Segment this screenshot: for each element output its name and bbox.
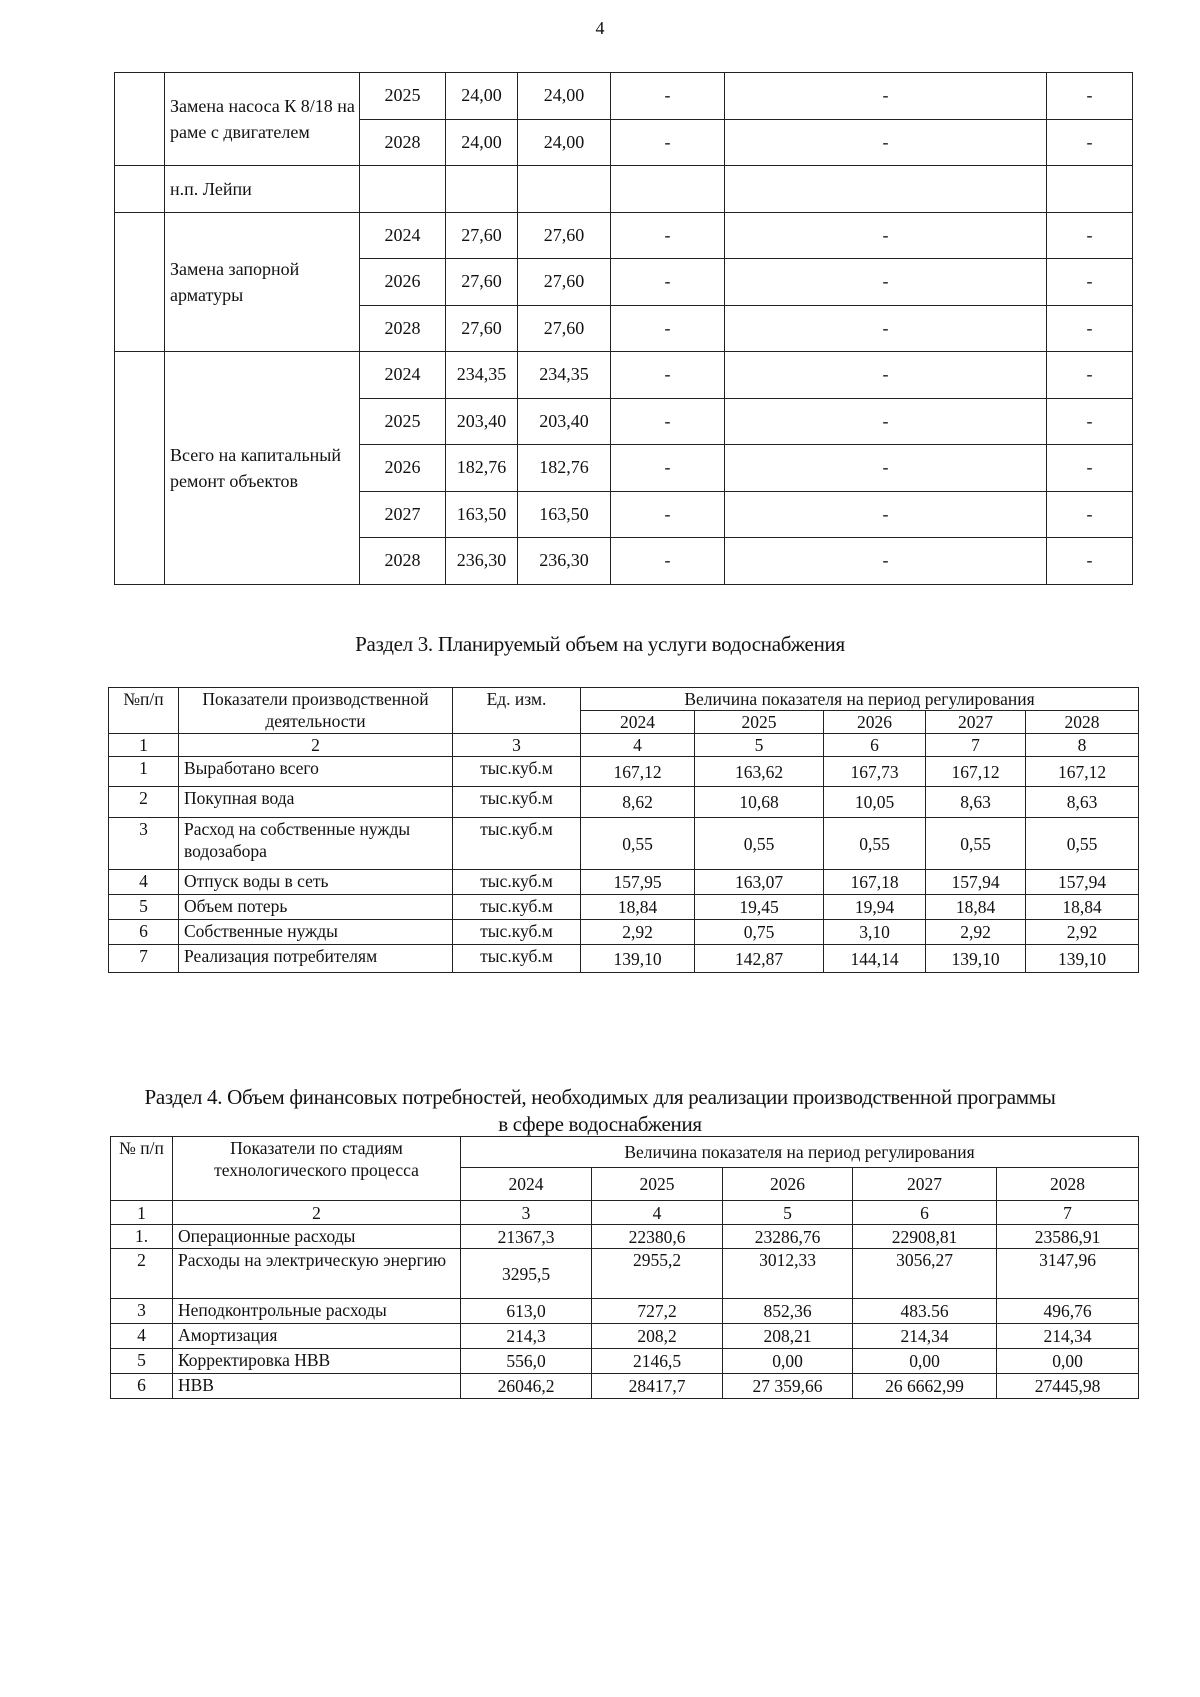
value-cell: 208,2	[592, 1324, 723, 1349]
value-cell: 163,50	[446, 491, 518, 538]
empty-cell	[518, 166, 611, 213]
value-cell: 0,55	[926, 818, 1026, 870]
value-cell: 18,84	[926, 895, 1026, 920]
value-cell: 27 359,66	[723, 1374, 853, 1399]
value-cell: 163,62	[695, 757, 824, 787]
value-cell: 18,84	[581, 895, 695, 920]
value-cell: 0,00	[997, 1349, 1139, 1374]
value-cell: 8,63	[1026, 787, 1139, 818]
year-cell: 2025	[360, 398, 446, 445]
value-cell: 163,07	[695, 870, 824, 895]
table-row	[109, 818, 1139, 870]
value-cell: 236,30	[518, 538, 611, 585]
dash-cell: -	[1047, 212, 1133, 259]
year-cell: 2028	[360, 305, 446, 352]
value-cell: 10,05	[824, 787, 926, 818]
value-cell: 28417,7	[592, 1374, 723, 1399]
dash-cell: -	[611, 212, 725, 259]
indicator-name: Неподконтрольные расходы	[173, 1299, 461, 1324]
year-header: 2028	[997, 1168, 1139, 1201]
dash-cell: -	[1047, 119, 1133, 166]
indicator-name: Выработано всего	[179, 757, 453, 787]
unit-cell: тыс.куб.м	[453, 757, 581, 787]
year-header: 2027	[926, 711, 1026, 734]
table-row	[109, 945, 1139, 973]
value-cell: 0,55	[695, 818, 824, 870]
year-cell: 2025	[360, 73, 446, 120]
value-cell: 0,00	[723, 1349, 853, 1374]
settlement-label: н.п. Лейпи	[165, 166, 360, 213]
column-number: 7	[997, 1201, 1139, 1225]
year-cell: 2024	[360, 212, 446, 259]
table-row	[109, 787, 1139, 818]
item-name: Замена насоса К 8/18 на раме с двигателем	[165, 73, 360, 166]
value-cell: 27,60	[446, 212, 518, 259]
unit-cell: тыс.куб.м	[453, 895, 581, 920]
value-cell: 2955,2	[592, 1249, 723, 1299]
value-cell: 22908,81	[853, 1225, 997, 1249]
dash-cell: -	[1047, 259, 1133, 306]
value-cell: 27,60	[518, 212, 611, 259]
row-number: 3	[109, 818, 179, 870]
value-cell: 556,0	[461, 1349, 592, 1374]
column-number: 2	[179, 734, 453, 757]
value-cell: 0,75	[695, 920, 824, 945]
column-number: 3	[461, 1201, 592, 1225]
value-cell: 0,00	[853, 1349, 997, 1374]
header-num: №п/п	[109, 688, 179, 734]
indicator-name: Покупная вода	[179, 787, 453, 818]
header-period: Величина показателя на период регулирования	[461, 1137, 1139, 1168]
value-cell: 24,00	[518, 119, 611, 166]
row-number: 2	[109, 787, 179, 818]
dash-cell: -	[1047, 538, 1133, 585]
dash-cell: -	[1047, 73, 1133, 120]
table-row	[115, 352, 1133, 399]
value-cell: 157,95	[581, 870, 695, 895]
value-cell: 727,2	[592, 1299, 723, 1324]
indicator-name: Амортизация	[173, 1324, 461, 1349]
year-header: 2025	[695, 711, 824, 734]
column-number: 5	[695, 734, 824, 757]
header-indicator: Показатели производственной деятельности	[179, 688, 453, 734]
table-row	[111, 1299, 1139, 1324]
value-cell: 182,76	[446, 445, 518, 492]
value-cell: 3012,33	[723, 1249, 853, 1299]
value-cell: 27,60	[446, 305, 518, 352]
dash-cell: -	[611, 305, 725, 352]
value-cell: 139,10	[926, 945, 1026, 973]
dash-cell: -	[725, 305, 1047, 352]
table-row	[109, 895, 1139, 920]
year-header: 2026	[824, 711, 926, 734]
dash-cell: -	[725, 491, 1047, 538]
unit-cell: тыс.куб.м	[453, 945, 581, 973]
section4-title-line1: Раздел 4. Объем финансовых потребностей, необходимых для реализации производственной программы	[144, 1085, 1056, 1109]
planned-volume-table	[108, 687, 1139, 973]
value-cell: 24,00	[446, 119, 518, 166]
value-cell: 0,55	[824, 818, 926, 870]
row-number: 2	[111, 1249, 173, 1299]
indicator-name: Операционные расходы	[173, 1225, 461, 1249]
value-cell: 8,63	[926, 787, 1026, 818]
item-name: Замена запорной арматуры	[165, 212, 360, 352]
column-number: 2	[173, 1201, 461, 1225]
section4-title-line2: в сфере водоснабжения	[498, 1112, 702, 1136]
value-cell: 214,3	[461, 1324, 592, 1349]
value-cell: 182,76	[518, 445, 611, 492]
section3-title: Раздел 3. Планируемый объем на услуги водоснабжения	[355, 632, 845, 656]
row-number: 3	[111, 1299, 173, 1324]
indicator-name: Корректировка НВВ	[173, 1349, 461, 1374]
value-cell: 8,62	[581, 787, 695, 818]
dash-cell: -	[611, 73, 725, 120]
value-cell: 214,34	[997, 1324, 1139, 1349]
year-cell: 2028	[360, 538, 446, 585]
row-number: 4	[109, 870, 179, 895]
header-unit: Ед. изм.	[453, 688, 581, 734]
column-number: 6	[824, 734, 926, 757]
column-number: 5	[723, 1201, 853, 1225]
empty-cell	[115, 73, 165, 166]
table-row	[111, 1349, 1139, 1374]
dash-cell: -	[611, 398, 725, 445]
dash-cell: -	[725, 445, 1047, 492]
row-number: 6	[111, 1374, 173, 1399]
table-row	[111, 1249, 1139, 1299]
value-cell: 26 6662,99	[853, 1374, 997, 1399]
column-number: 4	[592, 1201, 723, 1225]
value-cell: 483.56	[853, 1299, 997, 1324]
value-cell: 3056,27	[853, 1249, 997, 1299]
value-cell: 23586,91	[997, 1225, 1139, 1249]
value-cell: 21367,3	[461, 1225, 592, 1249]
value-cell: 3295,5	[461, 1249, 592, 1299]
dash-cell: -	[1047, 352, 1133, 399]
dash-cell: -	[611, 259, 725, 306]
dash-cell: -	[1047, 445, 1133, 492]
year-cell: 2028	[360, 119, 446, 166]
empty-cell	[115, 212, 165, 352]
dash-cell: -	[725, 212, 1047, 259]
indicator-name: Расход на собственные нужды водозабора	[179, 818, 453, 870]
row-number: 5	[111, 1349, 173, 1374]
value-cell: 10,68	[695, 787, 824, 818]
value-cell: 234,35	[518, 352, 611, 399]
column-number: 3	[453, 734, 581, 757]
dash-cell: -	[725, 398, 1047, 445]
row-number: 5	[109, 895, 179, 920]
value-cell: 139,10	[1026, 945, 1139, 973]
value-cell: 139,10	[581, 945, 695, 973]
table-row	[109, 920, 1139, 945]
dash-cell: -	[611, 445, 725, 492]
year-header: 2024	[581, 711, 695, 734]
value-cell: 234,35	[446, 352, 518, 399]
year-cell: 2026	[360, 445, 446, 492]
value-cell: 203,40	[446, 398, 518, 445]
year-cell: 2026	[360, 259, 446, 306]
dash-cell: -	[725, 352, 1047, 399]
value-cell: 3147,96	[997, 1249, 1139, 1299]
value-cell: 214,34	[853, 1324, 997, 1349]
table-row	[115, 73, 1133, 120]
value-cell: 3,10	[824, 920, 926, 945]
value-cell: 157,94	[926, 870, 1026, 895]
year-header: 2028	[1026, 711, 1139, 734]
header-num: № п/п	[111, 1137, 173, 1201]
year-header: 2025	[592, 1168, 723, 1201]
unit-cell: тыс.куб.м	[453, 818, 581, 870]
value-cell: 23286,76	[723, 1225, 853, 1249]
column-number: 7	[926, 734, 1026, 757]
value-cell: 208,21	[723, 1324, 853, 1349]
value-cell: 236,30	[446, 538, 518, 585]
header-period: Величина показателя на период регулирования	[581, 688, 1139, 711]
capital-repair-table	[114, 72, 1133, 585]
table-row	[109, 757, 1139, 787]
row-number: 4	[111, 1324, 173, 1349]
row-number: 6	[109, 920, 179, 945]
value-cell: 2,92	[926, 920, 1026, 945]
column-number: 8	[1026, 734, 1139, 757]
dash-cell: -	[1047, 398, 1133, 445]
value-cell: 163,50	[518, 491, 611, 538]
page-number: 4	[595, 18, 605, 38]
empty-cell	[611, 166, 725, 213]
indicator-name: Собственные нужды	[179, 920, 453, 945]
value-cell: 19,45	[695, 895, 824, 920]
table-row	[115, 212, 1133, 259]
value-cell: 27445,98	[997, 1374, 1139, 1399]
row-number: 1	[109, 757, 179, 787]
value-cell: 157,94	[1026, 870, 1139, 895]
column-number: 6	[853, 1201, 997, 1225]
value-cell: 167,12	[581, 757, 695, 787]
year-cell: 2024	[360, 352, 446, 399]
value-cell: 496,76	[997, 1299, 1139, 1324]
value-cell: 27,60	[518, 259, 611, 306]
value-cell: 167,73	[824, 757, 926, 787]
dash-cell: -	[611, 119, 725, 166]
dash-cell: -	[725, 73, 1047, 120]
empty-cell	[446, 166, 518, 213]
row-number: 7	[109, 945, 179, 973]
value-cell: 142,87	[695, 945, 824, 973]
unit-cell: тыс.куб.м	[453, 870, 581, 895]
indicator-name: НВВ	[173, 1374, 461, 1399]
dash-cell: -	[611, 538, 725, 585]
value-cell: 852,36	[723, 1299, 853, 1324]
indicator-name: Отпуск воды в сеть	[179, 870, 453, 895]
dash-cell: -	[725, 538, 1047, 585]
value-cell: 144,14	[824, 945, 926, 973]
year-header: 2026	[723, 1168, 853, 1201]
year-header: 2027	[853, 1168, 997, 1201]
value-cell: 27,60	[446, 259, 518, 306]
item-name: Всего на капитальный ремонт объектов	[165, 352, 360, 585]
unit-cell: тыс.куб.м	[453, 787, 581, 818]
value-cell: 2146,5	[592, 1349, 723, 1374]
value-cell: 26046,2	[461, 1374, 592, 1399]
empty-cell	[360, 166, 446, 213]
value-cell: 0,55	[1026, 818, 1139, 870]
value-cell: 19,94	[824, 895, 926, 920]
indicator-name: Расходы на электрическую энергию	[173, 1249, 461, 1299]
table-row	[115, 166, 1133, 213]
value-cell: 24,00	[518, 73, 611, 120]
dash-cell: -	[611, 352, 725, 399]
value-cell: 203,40	[518, 398, 611, 445]
value-cell: 167,12	[926, 757, 1026, 787]
value-cell: 18,84	[1026, 895, 1139, 920]
table-row	[109, 870, 1139, 895]
empty-cell	[1047, 166, 1133, 213]
value-cell: 27,60	[518, 305, 611, 352]
empty-cell	[115, 166, 165, 213]
dash-cell: -	[1047, 305, 1133, 352]
financial-needs-table	[110, 1136, 1139, 1399]
indicator-name: Объем потерь	[179, 895, 453, 920]
value-cell: 24,00	[446, 73, 518, 120]
empty-cell	[725, 166, 1047, 213]
header-indicator: Показатели по стадиям технологического процесса	[173, 1137, 461, 1201]
indicator-name: Реализация потребителям	[179, 945, 453, 973]
year-cell: 2027	[360, 491, 446, 538]
year-header: 2024	[461, 1168, 592, 1201]
value-cell: 167,18	[824, 870, 926, 895]
value-cell: 613,0	[461, 1299, 592, 1324]
table-row	[111, 1374, 1139, 1399]
table-row	[111, 1324, 1139, 1349]
empty-cell	[115, 352, 165, 585]
dash-cell: -	[725, 259, 1047, 306]
row-number: 1.	[111, 1225, 173, 1249]
table-row	[111, 1225, 1139, 1249]
value-cell: 2,92	[581, 920, 695, 945]
column-number: 1	[111, 1201, 173, 1225]
column-number: 1	[109, 734, 179, 757]
value-cell: 2,92	[1026, 920, 1139, 945]
dash-cell: -	[611, 491, 725, 538]
column-number: 4	[581, 734, 695, 757]
value-cell: 167,12	[1026, 757, 1139, 787]
value-cell: 22380,6	[592, 1225, 723, 1249]
dash-cell: -	[725, 119, 1047, 166]
dash-cell: -	[1047, 491, 1133, 538]
value-cell: 0,55	[581, 818, 695, 870]
unit-cell: тыс.куб.м	[453, 920, 581, 945]
